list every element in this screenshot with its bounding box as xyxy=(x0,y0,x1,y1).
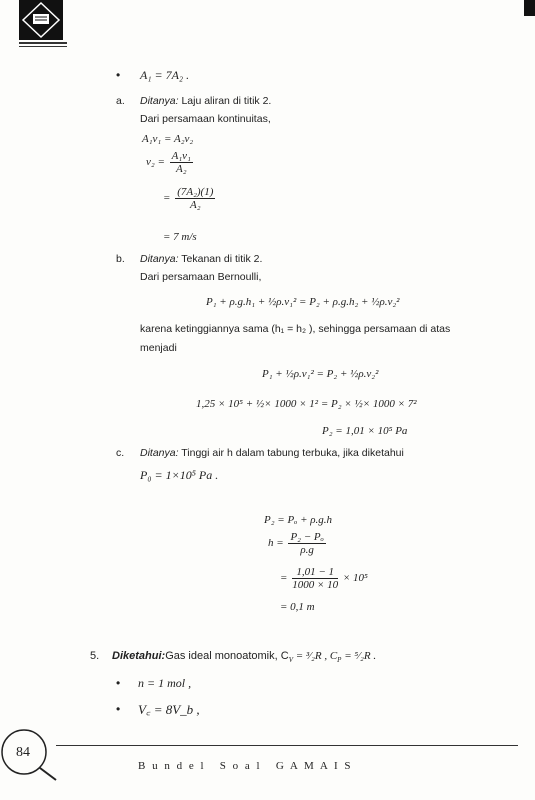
v2-sub-den: A₂ xyxy=(190,199,201,211)
part-c-question: Tinggi air h dalam tabung terbuka, jika diketahui xyxy=(178,447,404,459)
cv-value: = ³⁄₂R , C xyxy=(292,650,338,662)
question-5-text: Gas ideal monoatomik, C xyxy=(165,650,289,662)
h-lhs: h = xyxy=(268,537,284,550)
ditanya-label: Ditanya: xyxy=(140,95,179,107)
cv-sub: V xyxy=(288,656,293,665)
bullet-dot: • xyxy=(116,68,121,82)
v2-sub-eq-sign: = xyxy=(163,192,171,205)
book-title: B u n d e l S o a l G A M A I S xyxy=(138,760,353,772)
p0-given: P₀ = 1×10⁵ Pa . xyxy=(140,468,219,482)
part-a-heading xyxy=(140,95,271,107)
header-rule xyxy=(19,42,67,44)
v2-sub-num: (7A₂)(1) xyxy=(177,186,214,198)
part-a-intro: Dari persamaan kontinuitas, xyxy=(140,113,271,125)
part-b-karena: karena ketinggiannya sama (h₁ = h₂ ), sehingga persamaan di atas xyxy=(140,323,451,335)
h-sub-tail: × 10⁵ xyxy=(342,572,368,585)
v2-den: A₂ xyxy=(175,163,187,175)
cp-value: = ⁵⁄₂R . xyxy=(341,650,377,662)
h-sub-eq-sign: = xyxy=(280,572,288,585)
h-sub-num: 1,01 − 1 xyxy=(292,566,338,579)
volume-given: V꜀ = 8V_b , xyxy=(138,702,200,717)
cp-sub: P xyxy=(337,656,342,665)
v2-sub-eq xyxy=(163,186,217,211)
h-sub-den: 1000 × 10 xyxy=(292,579,339,591)
part-b-heading xyxy=(140,253,262,265)
part-b-question: Tekanan di titik 2. xyxy=(178,253,263,265)
logo-emblem-icon xyxy=(19,0,63,40)
h-den: ρ.g xyxy=(300,544,314,556)
v2-num: A₁v₁ xyxy=(171,150,191,162)
part-b-letter: b. xyxy=(116,253,125,265)
h-sub-fraction xyxy=(292,566,338,591)
h-num: P₂ − Pₒ xyxy=(290,531,324,543)
ditanya-label: Ditanya: xyxy=(140,253,179,265)
area-relation: A₁ = 7A₂ . xyxy=(140,68,190,82)
h-substituted xyxy=(280,566,368,591)
substituted-eq: 1,25 × 10⁵ + ½× 1000 × 1² = P₂ × ½× 1000 × 7² xyxy=(196,398,417,410)
v2-lhs: v₂ = xyxy=(146,156,165,169)
footer-magnifier-icon xyxy=(0,722,70,782)
moles-given: n = 1 mol , xyxy=(138,676,192,690)
h-formula xyxy=(268,531,328,556)
header-rule-thin xyxy=(19,46,67,47)
bullet-dot: • xyxy=(116,676,121,690)
v2-eq xyxy=(146,150,195,175)
page-edge-mark xyxy=(524,0,535,16)
part-b-intro: Dari persamaan Bernoulli, xyxy=(140,271,262,283)
part-b-menjadi: menjadi xyxy=(140,342,177,354)
p2-formula: P₂ = Pₒ + ρ.g.h xyxy=(264,514,333,526)
continuity-eq: A₁v₁ = A₂v₂ xyxy=(142,133,194,145)
footer-rule xyxy=(56,745,518,746)
part-c-heading xyxy=(140,447,404,459)
bullet-dot: • xyxy=(116,702,121,716)
part-a-letter: a. xyxy=(116,95,125,107)
v2-fraction xyxy=(170,150,193,175)
question-5-line xyxy=(112,650,376,664)
part-c-letter: c. xyxy=(116,447,125,459)
v2-sub-fraction xyxy=(175,186,215,211)
bernoulli-eq: P₁ + ρ.g.h₁ + ½ρ.v₁² = P₂ + ρ.g.h₂ + ½ρ.v₂² xyxy=(206,296,400,308)
part-a-question: Laju aliran di titik 2. xyxy=(178,95,272,107)
page-number: 84 xyxy=(16,745,30,760)
question-5-number: 5. xyxy=(90,650,100,662)
p2-result: P₂ = 1,01 × 10⁵ Pa xyxy=(322,425,408,437)
header-logo xyxy=(19,0,63,40)
simplified-eq: P₁ + ½ρ.v₁² = P₂ + ½ρ.v₂² xyxy=(262,368,379,380)
v2-result: = 7 m/s xyxy=(163,231,197,243)
diketahui-label: Diketahui: xyxy=(112,650,166,662)
h-result: = 0,1 m xyxy=(280,601,315,613)
ditanya-label: Ditanya: xyxy=(140,447,179,459)
h-fraction xyxy=(288,531,325,556)
